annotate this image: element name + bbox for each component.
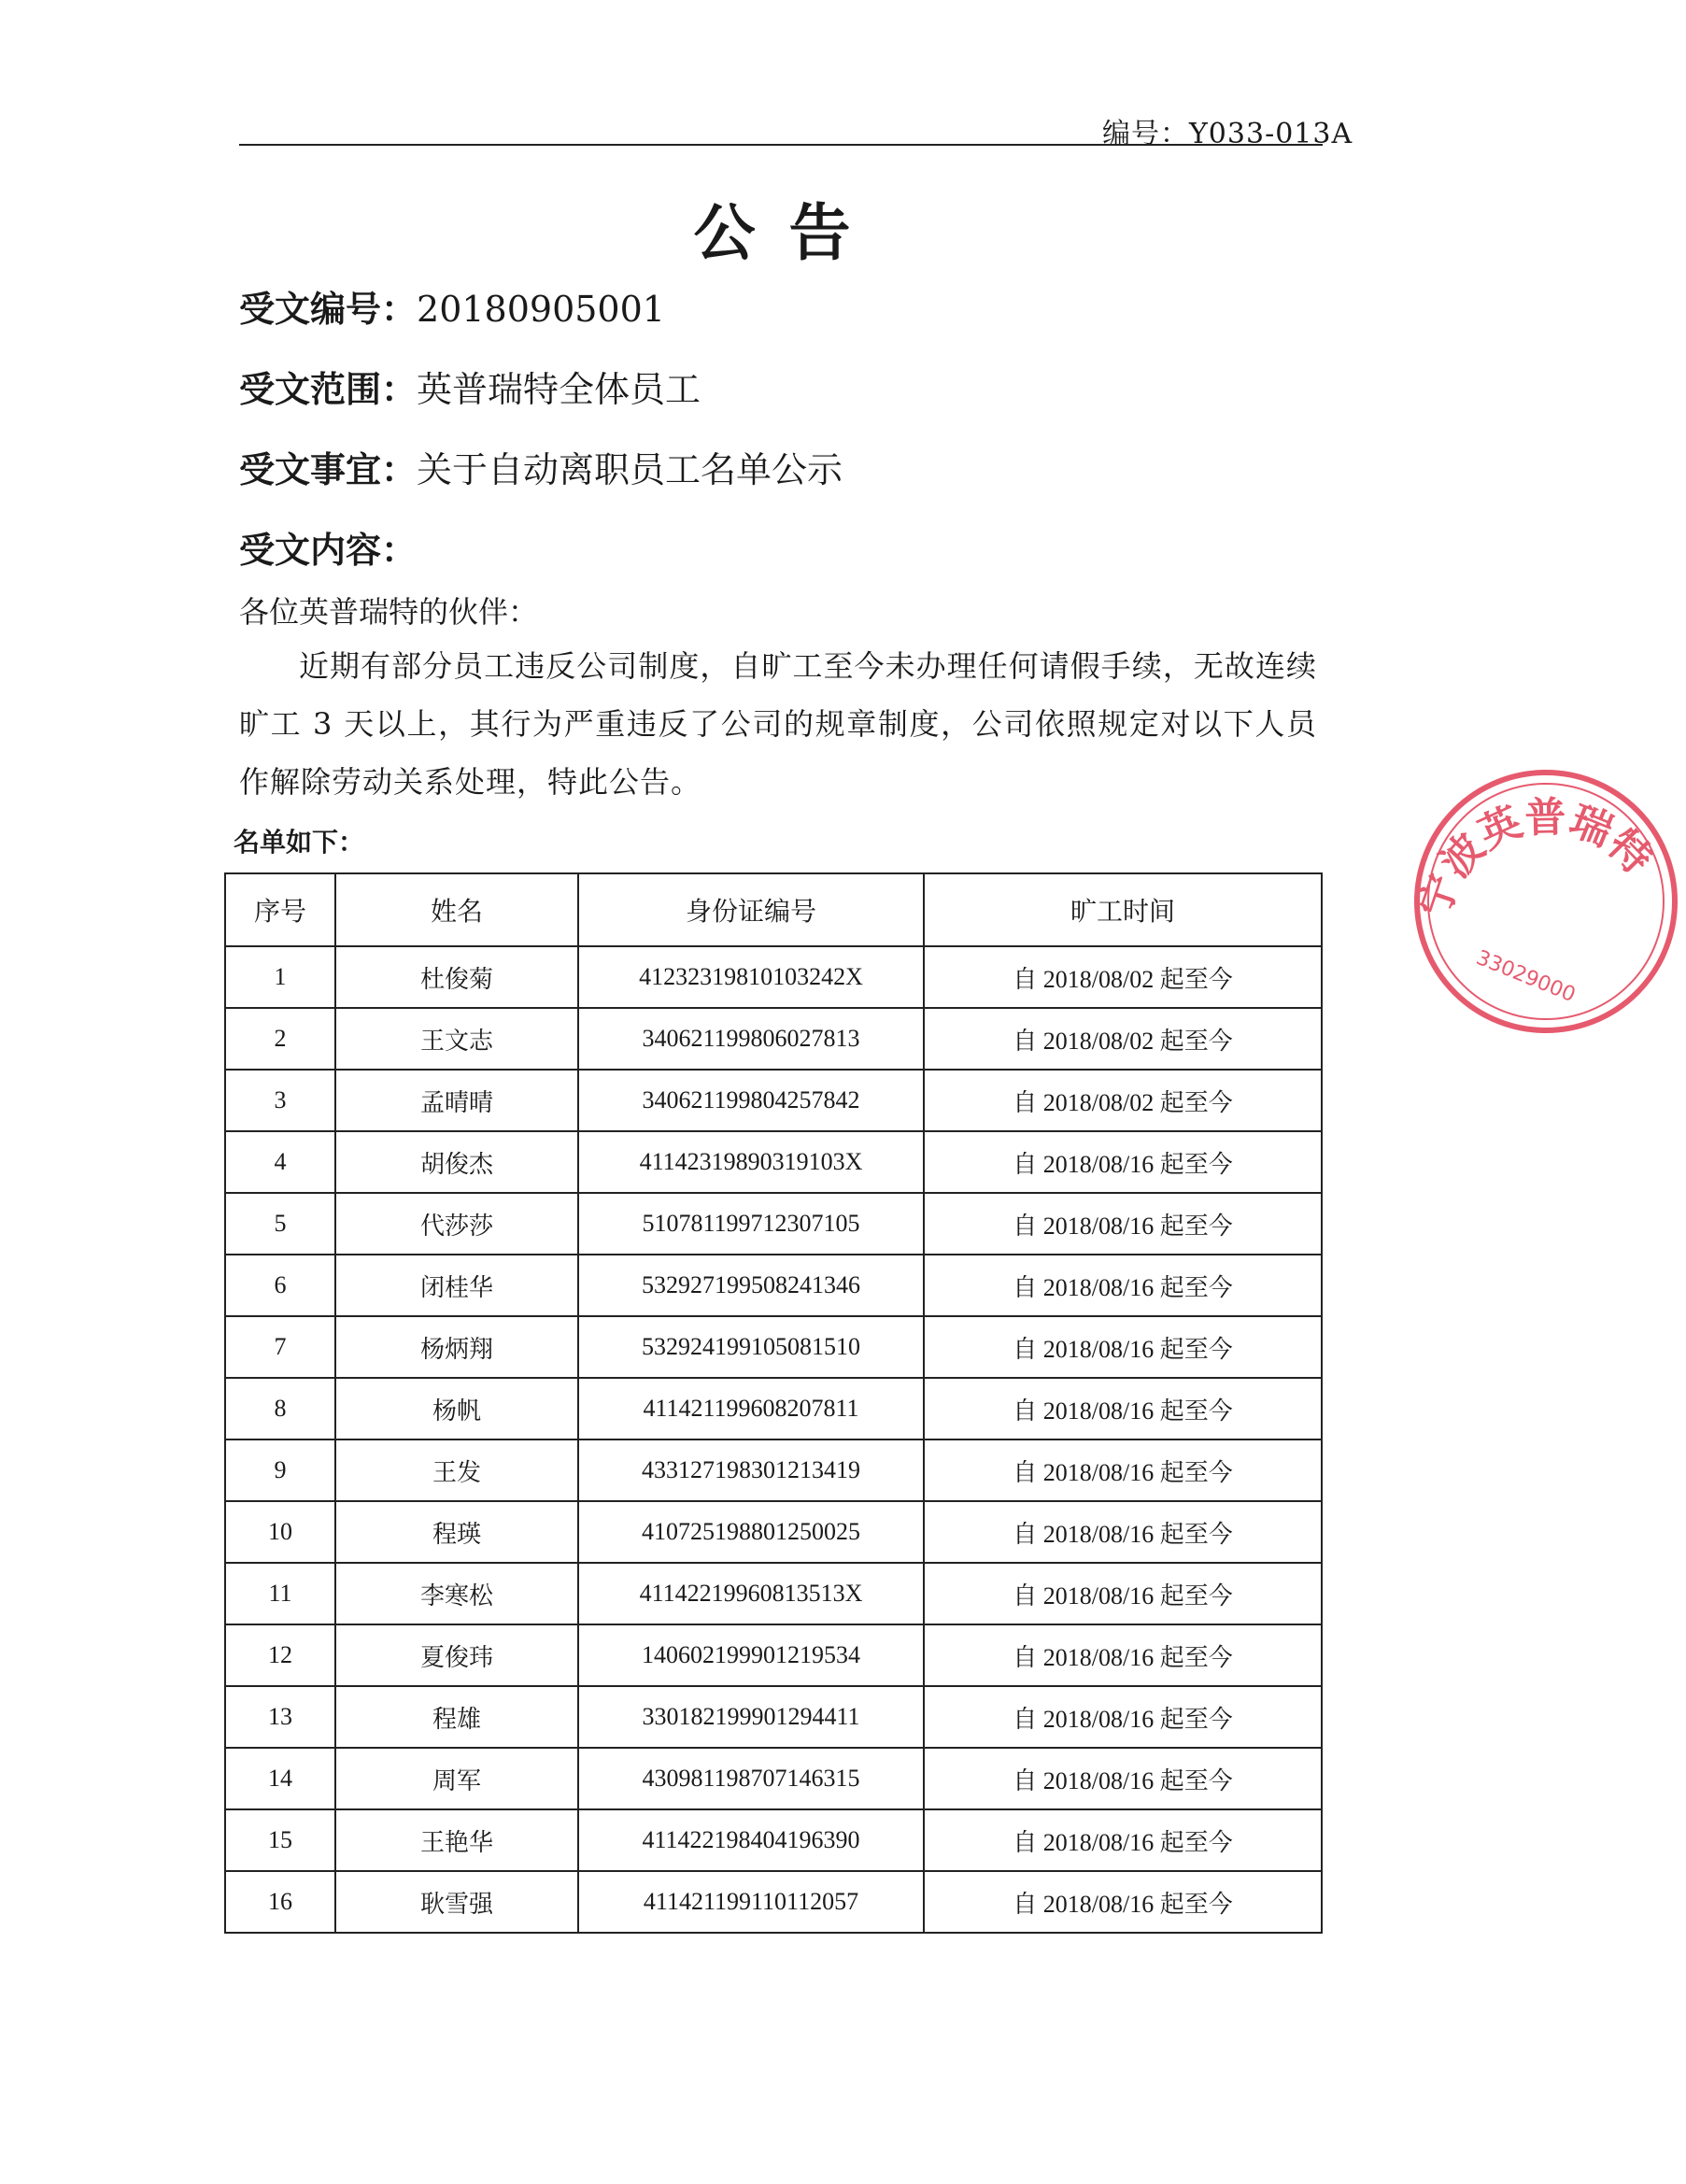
field-scope <box>239 361 701 412</box>
field-label: 受文范围： <box>239 368 418 410</box>
cell-absence-time: 自 2018/08/16 起至今 <box>924 1378 1322 1439</box>
cell-seq: 1 <box>225 946 335 1008</box>
table-row <box>225 1809 1322 1871</box>
cell-name: 代莎莎 <box>335 1193 578 1255</box>
header-id-number: 身份证编号 <box>578 873 924 946</box>
cell-absence-time: 自 2018/08/16 起至今 <box>924 1686 1322 1748</box>
header-rule <box>239 144 1323 146</box>
table-row <box>225 1316 1322 1378</box>
cell-absence-time: 自 2018/08/16 起至今 <box>924 1871 1322 1933</box>
cell-name: 王艳华 <box>335 1809 578 1871</box>
cell-seq: 10 <box>225 1501 335 1563</box>
table-row <box>225 1439 1322 1501</box>
cell-id-number: 140602199901219534 <box>578 1624 924 1686</box>
table-row <box>225 1563 1322 1624</box>
table-row <box>225 1501 1322 1563</box>
cell-id-number: 410725198801250025 <box>578 1501 924 1563</box>
table-row <box>225 1193 1322 1255</box>
cell-absence-time: 自 2018/08/16 起至今 <box>924 1255 1322 1316</box>
company-seal <box>1406 761 1686 1042</box>
field-value: 关于自动离职员工名单公示 <box>417 449 843 490</box>
cell-id-number: 411422198404196390 <box>578 1809 924 1871</box>
seal-code: 33029000 <box>1472 946 1579 1008</box>
cell-seq: 14 <box>225 1748 335 1809</box>
cell-id-number: 41232319810103242X <box>578 946 924 1008</box>
cell-id-number: 340621199804257842 <box>578 1070 924 1131</box>
cell-absence-time: 自 2018/08/02 起至今 <box>924 1070 1322 1131</box>
table-row <box>225 1008 1322 1070</box>
cell-seq: 3 <box>225 1070 335 1131</box>
salutation: 各位英普瑞特的伙伴： <box>239 594 539 630</box>
cell-name: 耿雪强 <box>335 1871 578 1933</box>
cell-id-number: 510781199712307105 <box>578 1193 924 1255</box>
cell-name: 杜俊菊 <box>335 946 578 1008</box>
cell-name: 李寒松 <box>335 1563 578 1624</box>
table-row <box>225 1871 1322 1933</box>
cell-seq: 16 <box>225 1871 335 1933</box>
cell-seq: 4 <box>225 1131 335 1193</box>
cell-id-number: 433127198301213419 <box>578 1439 924 1501</box>
field-subject <box>239 441 843 492</box>
cell-seq: 9 <box>225 1439 335 1501</box>
table-row <box>225 1255 1322 1316</box>
cell-absence-time: 自 2018/08/16 起至今 <box>924 1501 1322 1563</box>
document-number: 编号：Y033-013A <box>1102 118 1353 150</box>
cell-seq: 7 <box>225 1316 335 1378</box>
cell-seq: 2 <box>225 1008 335 1070</box>
cell-id-number: 41142219960813513X <box>578 1563 924 1624</box>
cell-id-number: 430981198707146315 <box>578 1748 924 1809</box>
field-label: 受文内容： <box>239 529 418 571</box>
cell-seq: 12 <box>225 1624 335 1686</box>
cell-seq: 5 <box>225 1193 335 1255</box>
cell-name: 孟晴晴 <box>335 1070 578 1131</box>
cell-name: 王发 <box>335 1439 578 1501</box>
cell-name: 程瑛 <box>335 1501 578 1563</box>
table-row <box>225 1748 1322 1809</box>
field-label: 受文事宜： <box>239 448 418 490</box>
list-title: 名单如下： <box>234 827 365 858</box>
cell-seq: 13 <box>225 1686 335 1748</box>
header-name: 姓名 <box>335 873 578 946</box>
cell-absence-time: 自 2018/08/16 起至今 <box>924 1563 1322 1624</box>
cell-seq: 11 <box>225 1563 335 1624</box>
page-title: 公告 <box>693 196 885 269</box>
cell-seq: 6 <box>225 1255 335 1316</box>
table-row <box>225 1624 1322 1686</box>
body-paragraph: 近期有部分员工违反公司制度，自旷工至今未办理任何请假手续，无故连续旷工 3 天以上，其行为严重违反了公司的规章制度，公司依照规定对以下人员作解除劳动关系处理，特此公告。 <box>239 648 1317 800</box>
field-value: 20180905001 <box>417 289 665 330</box>
cell-name: 胡俊杰 <box>335 1131 578 1193</box>
field-document-id <box>239 280 665 332</box>
cell-absence-time: 自 2018/08/16 起至今 <box>924 1624 1322 1686</box>
table-body <box>225 946 1322 1933</box>
cell-absence-time: 自 2018/08/16 起至今 <box>924 1439 1322 1501</box>
cell-id-number: 340621199806027813 <box>578 1008 924 1070</box>
cell-seq: 15 <box>225 1809 335 1871</box>
field-value: 英普瑞特全体员工 <box>417 369 701 410</box>
cell-id-number: 411421199110112057 <box>578 1871 924 1933</box>
cell-absence-time: 自 2018/08/16 起至今 <box>924 1316 1322 1378</box>
cell-id-number: 41142319890319103X <box>578 1131 924 1193</box>
header-absence-time: 旷工时间 <box>924 873 1322 946</box>
cell-absence-time: 自 2018/08/02 起至今 <box>924 1008 1322 1070</box>
cell-name: 杨帆 <box>335 1378 578 1439</box>
table-header-row <box>225 873 1322 946</box>
cell-name: 周军 <box>335 1748 578 1809</box>
cell-name: 夏俊玮 <box>335 1624 578 1686</box>
cell-absence-time: 自 2018/08/16 起至今 <box>924 1748 1322 1809</box>
cell-name: 程雄 <box>335 1686 578 1748</box>
table-row <box>225 1131 1322 1193</box>
table-row <box>225 946 1322 1008</box>
field-label: 受文编号： <box>239 288 418 330</box>
table-row <box>225 1686 1322 1748</box>
cell-name: 王文志 <box>335 1008 578 1070</box>
cell-id-number: 411421199608207811 <box>578 1378 924 1439</box>
cell-absence-time: 自 2018/08/16 起至今 <box>924 1193 1322 1255</box>
seal-text: 宁波英普瑞特 <box>1410 793 1662 923</box>
field-content <box>239 521 417 573</box>
cell-name: 闭桂华 <box>335 1255 578 1316</box>
cell-absence-time: 自 2018/08/16 起至今 <box>924 1809 1322 1871</box>
table-row <box>225 1378 1322 1439</box>
cell-id-number: 330182199901294411 <box>578 1686 924 1748</box>
cell-absence-time: 自 2018/08/02 起至今 <box>924 946 1322 1008</box>
cell-name: 杨炳翔 <box>335 1316 578 1378</box>
employee-table <box>224 872 1323 1934</box>
table-row <box>225 1070 1322 1131</box>
header-seq: 序号 <box>225 873 335 946</box>
cell-absence-time: 自 2018/08/16 起至今 <box>924 1131 1322 1193</box>
cell-seq: 8 <box>225 1378 335 1439</box>
cell-id-number: 532924199105081510 <box>578 1316 924 1378</box>
cell-id-number: 532927199508241346 <box>578 1255 924 1316</box>
